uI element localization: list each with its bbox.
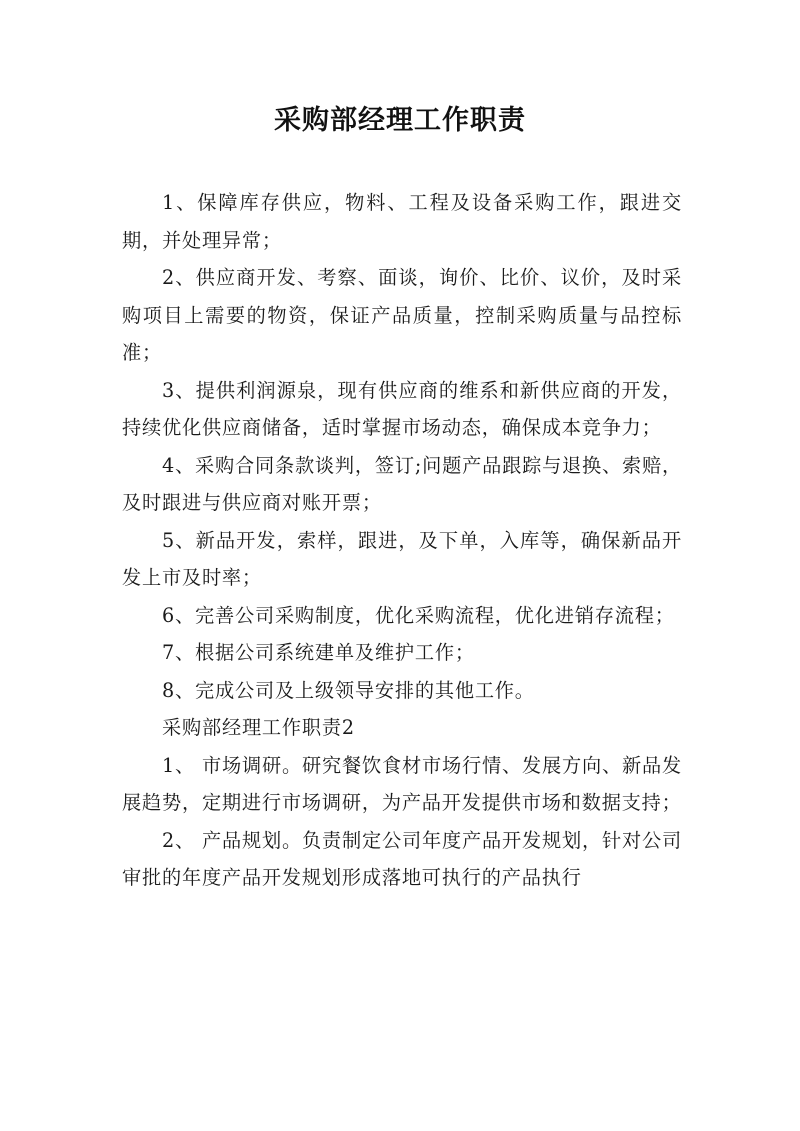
paragraph-1: 1、保障库存供应，物料、工程及设备采购工作，跟进交期，并处理异常； [122, 191, 682, 252]
section-heading-2: 采购部经理工作职责2 [162, 716, 355, 739]
paragraph-5: 5、新品开发，索样，跟进，及下单，入库等，确保新品开发上市及时率； [122, 528, 682, 589]
paragraph-7: 7、根据公司系统建单及维护工作； [162, 641, 475, 664]
paragraph-10: 2、 产品规划。负责制定公司年度产品开发规划，针对公司审批的年度产品开发规划形成落地可执行的产品执行 [122, 828, 682, 889]
paragraph-2: 2、供应商开发、考察、面谈，询价、比价、议价，及时采购项目上需要的物资，保证产品质量，控制采购质量与品控标准； [122, 266, 682, 364]
paragraph-9: 1、 市场调研。研究餐饮食材市场行情、发展方向、新品发展趋势，定期进行市场调研，为产品开发提供市场和数据支持； [122, 753, 682, 814]
document-title: 采购部经理工作职责 [274, 105, 526, 136]
paragraph-6: 6、完善公司采购制度，优化采购流程，优化进销存流程； [162, 603, 675, 627]
paragraph-4: 4、采购合同条款谈判，签订;问题产品跟踪与退换、索赔，及时跟进与供应商对账开票； [122, 453, 682, 514]
document-body [122, 184, 682, 897]
paragraph-3: 3、提供利润源泉，现有供应商的维系和新供应商的开发，持续优化供应商储备，适时掌握市场动态，确保成本竞争力； [122, 378, 682, 439]
paragraph-8: 8、完成公司及上级领导安排的其他工作。 [162, 678, 535, 702]
